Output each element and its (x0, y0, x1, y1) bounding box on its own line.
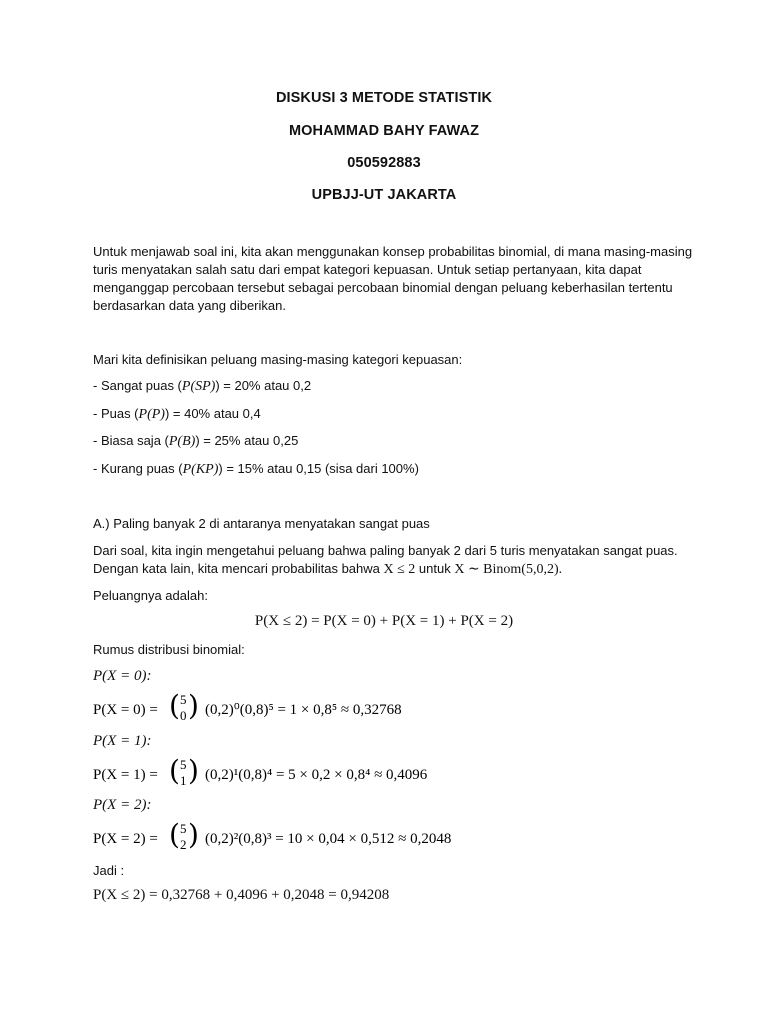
intro-paragraph: Untuk menjawab soal ini, kita akan menggunakan konsep probabilitas binomial, di mana masing-masing turis menyatakan salah satu dari empat kategori kepuasan. Untuk setiap pertanyaan, kita dapat menganggap percobaan tersebut sebagai percobaan binomial dengan peluang keberhasilan tertentu berdasarkan data yang diberikan. (93, 244, 693, 313)
study-unit: UPBJJ-UT JAKARTA (311, 187, 457, 203)
math-p-kp: P(KP) (182, 462, 219, 477)
rumus-label: Rumus distribusi binomial: (93, 642, 245, 657)
binom-n-2: 5 (180, 821, 187, 836)
case-0-formula (93, 690, 713, 724)
definition-puas: - Puas (P(P)) = 40% atau 0,4 (93, 406, 261, 422)
case-2-label: P(X = 2): (93, 797, 152, 813)
jadi-label: Jadi : (93, 863, 125, 878)
binom-k-0: 0 (180, 708, 187, 723)
formula-case-0-svg (93, 690, 713, 724)
definitions-lead: Mari kita definisikan peluang masing-masing kategori kepuasan: (93, 352, 463, 367)
math-p-b: P(B) (168, 434, 196, 449)
case-2-formula (93, 819, 713, 853)
formula-case-1-svg (93, 755, 713, 789)
definition-biasa-saja: - Biasa saja (P(B)) = 25% atau 0,25 (93, 433, 299, 449)
part-a-text-1: Dari soal, kita ingin mengetahui peluang bahwa paling banyak 2 dari 5 turis menyatakan sangat puas. (93, 543, 678, 558)
binom-n-0: 5 (180, 692, 187, 707)
doc-title: DISKUSI 3 METODE STATISTIK (275, 90, 493, 106)
binom-left-paren-1: ( (169, 754, 180, 787)
binom-right-paren-2: ) (188, 818, 199, 851)
binom-n-1: 5 (180, 757, 187, 772)
case-2-rhs: (0,2)²(0,8)³ = 10 × 0,04 × 0,512 ≈ 0,2048 (205, 831, 452, 847)
math-p-p: P(P) (138, 407, 165, 422)
part-a-text-2: Dengan kata lain, kita mencari probabilitas bahwa X ≤ 2 untuk X ∼ Binom(5,0,2). (93, 561, 563, 577)
case-1-formula (93, 755, 713, 789)
author-name: MOHAMMAD BAHY FAWAZ (288, 123, 480, 139)
case-1-label: P(X = 1): (93, 733, 152, 749)
case-0-label: P(X = 0): (93, 668, 152, 684)
binom-left-paren-0: ( (169, 689, 180, 722)
binom-k-1: 1 (180, 773, 187, 788)
student-id: 050592883 (347, 155, 421, 171)
binom-left-paren-2: ( (169, 818, 180, 851)
binom-right-paren-1: ) (188, 754, 199, 787)
definition-sangat-puas: - Sangat puas (P(SP)) = 20% atau 0,2 (93, 378, 312, 394)
peluang-formula: P(X ≤ 2) = P(X = 0) + P(X = 1) + P(X = 2) (254, 613, 514, 629)
part-a-heading: A.) Paling banyak 2 di antaranya menyatakan sangat puas (93, 516, 430, 531)
binom-k-2: 2 (180, 837, 187, 852)
binom-right-paren-0: ) (188, 689, 199, 722)
case-2-lhs: P(X = 2) = (93, 831, 158, 847)
case-0-lhs: P(X = 0) = (93, 702, 158, 718)
case-1-rhs: (0,2)¹(0,8)⁴ = 5 × 0,2 × 0,8⁴ ≈ 0,4096 (205, 767, 428, 783)
definition-kurang-puas: - Kurang puas (P(KP)) = 15% atau 0,15 (sisa dari 100%) (93, 461, 419, 477)
case-0-rhs: (0,2)⁰(0,8)⁵ = 1 × 0,8⁵ ≈ 0,32768 (205, 702, 402, 718)
formula-case-2-svg (93, 819, 713, 853)
peluang-label: Peluangnya adalah: (93, 588, 208, 603)
case-1-lhs: P(X = 1) = (93, 767, 158, 783)
math-p-sp: P(SP) (181, 379, 216, 394)
final-result: P(X ≤ 2) = 0,32768 + 0,4096 + 0,2048 = 0,94208 (93, 887, 390, 903)
